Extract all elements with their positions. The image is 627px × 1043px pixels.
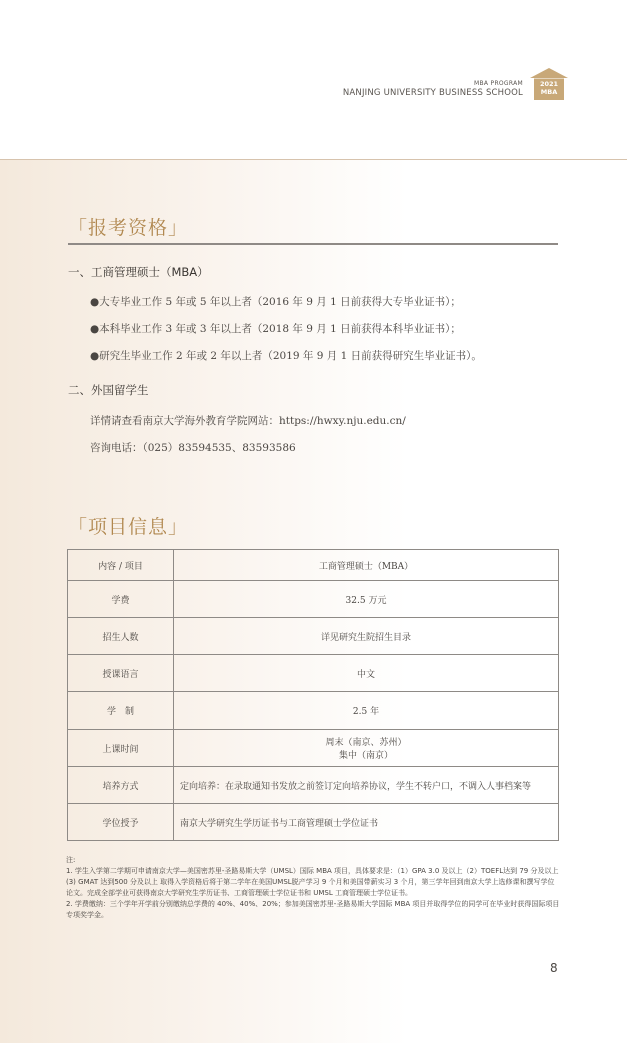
section-rule: [68, 243, 558, 245]
notes-label: 注:: [66, 856, 76, 864]
table-value: 2.5 年: [174, 692, 559, 730]
note-2: 2. 学费缴纳：三个学年开学前分别缴纳总学费的 40%、40%、20%；参加美国密苏里-圣路易斯大学国际 MBA 项目并取得学位的同学可在毕业时获得国际项目专项奖学金。: [66, 900, 560, 919]
table-row: [68, 804, 559, 841]
logo-year: 2021: [539, 80, 559, 88]
school-name: NANJING UNIVERSITY BUSINESS SCHOOL: [342, 88, 523, 98]
table-value: [174, 730, 559, 767]
table-key: 培养方式: [68, 767, 174, 804]
table-row: [68, 767, 559, 804]
header-text: [343, 80, 523, 99]
table-row: [68, 618, 559, 655]
table-value: 定向培养：在录取通知书发放之前签订定向培养协议，学生不转户口，不调入人事档案等: [174, 767, 559, 804]
table-value: 详见研究生院招生目录: [174, 618, 559, 655]
table-row: [68, 655, 559, 692]
heading-mba: 一、工商管理硕士（MBA）: [68, 265, 209, 279]
table-value: 中文: [174, 655, 559, 692]
table-row: [68, 730, 559, 767]
section-title-program: 「项目信息」: [68, 516, 189, 538]
program-label: MBA PROGRAM: [474, 80, 523, 87]
section-title-eligibility: 「报考资格」: [68, 217, 189, 239]
table-key: 招生人数: [68, 618, 174, 655]
table-row: [68, 692, 559, 730]
table-row: [68, 581, 559, 618]
table-key: 上课时间: [68, 730, 174, 767]
logo-text: [534, 80, 564, 96]
class-time-intensive: 集中（南京）: [338, 751, 393, 761]
class-time-weekend: 周末（南京、苏州）: [325, 738, 407, 748]
table-key: 学费: [68, 581, 174, 618]
eligibility-item: ●研究生毕业工作 2 年或 2 年以上者（2019 年 9 月 1 日前获得研究生毕业证书）。: [90, 350, 482, 362]
table-key: 学 制: [68, 692, 174, 730]
note-1: 1. 学生入学第二学期可申请南京大学—美国密苏里-圣路易斯大学（UMSL）国际 MBA 项目，具体要求是：（1）GPA 3.0 及以上（2）TOEFL达到 79 分及以上(3) GMAT 达到500 分及以上 取得入学资格后将于第二学年在美国UMSL脱产学习 9 个月和美国带薪实习 3 个月，第三学年回到南京大学上选修课和撰写学位论文。完成全部学业可获得南京大学研究生学历证书、工商管理硕士学位证书和 UMSL 工商管理硕士学位证书。: [66, 867, 559, 897]
eligibility-item: ●本科毕业工作 3 年或 3 年以上者（2018 年 9 月 1 日前获得本科毕业证书）；: [90, 323, 461, 335]
page-number: 8: [550, 961, 558, 975]
table-key: 授课语言: [68, 655, 174, 692]
table-row: [68, 550, 559, 581]
table-value: 工商管理硕士（MBA）: [174, 550, 559, 581]
logo-label: MBA: [540, 88, 558, 96]
eligibility-item: ●大专毕业工作 5 年或 5 年以上者（2016 年 9 月 1 日前获得大专毕业证书）；: [90, 296, 461, 308]
foreign-website: 详情请查看南京大学海外教育学院网站：https://hwxy.nju.edu.cn/: [90, 415, 406, 427]
table-key: 内容 / 项目: [68, 550, 174, 581]
program-info-table: [67, 549, 559, 841]
notes: [66, 855, 560, 921]
table-value: 32.5 万元: [174, 581, 559, 618]
table-key: 学位授予: [68, 804, 174, 841]
foreign-phone: 咨询电话：（025）83594535、83593586: [90, 442, 296, 454]
heading-foreign: 二、外国留学生: [68, 383, 149, 397]
table-value: 南京大学研究生学历证书与工商管理硕士学位证书: [174, 804, 559, 841]
